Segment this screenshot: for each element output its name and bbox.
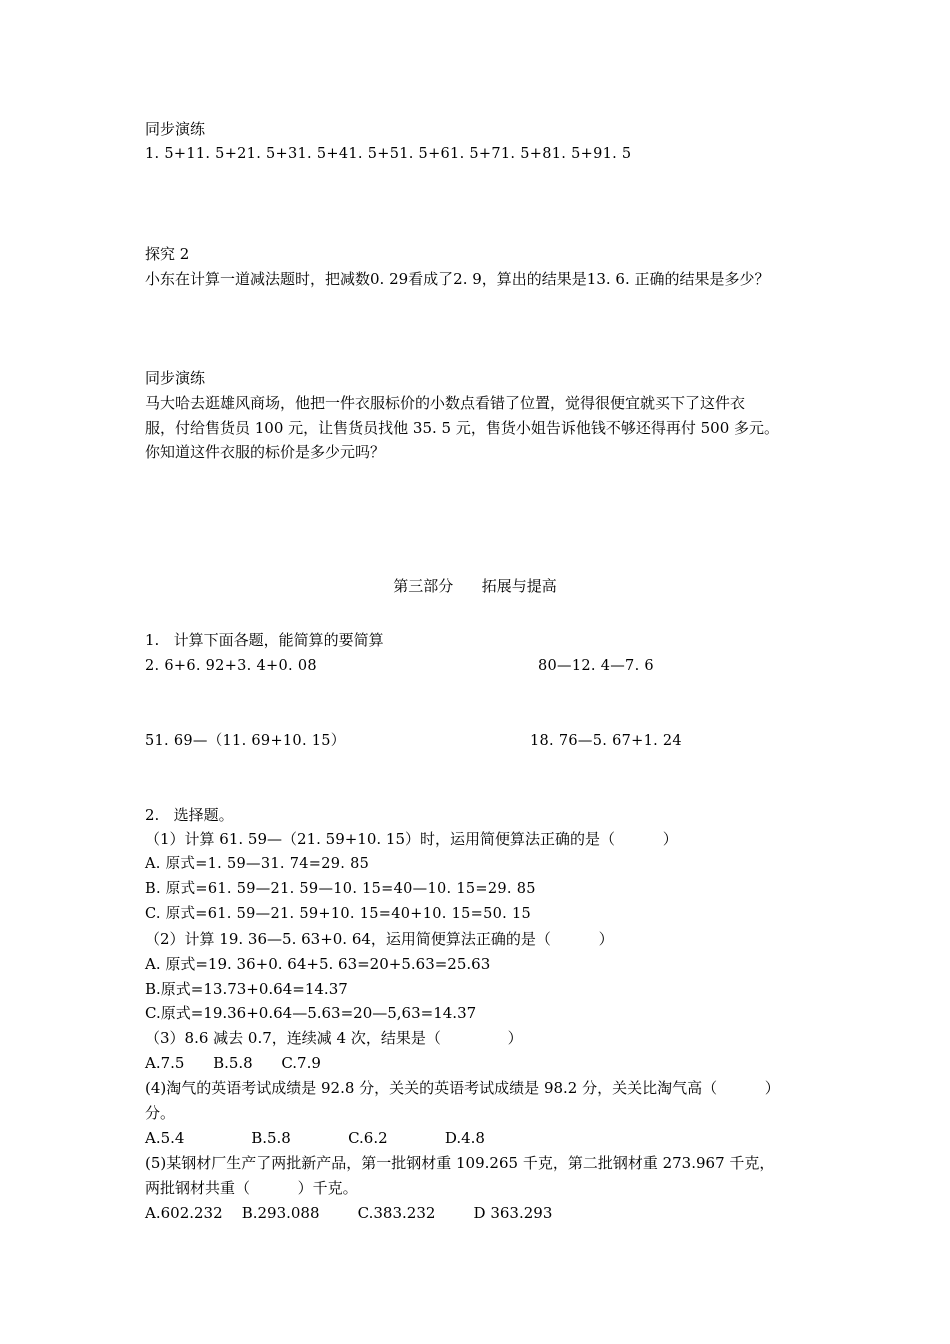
practice-problem-line: 你知道这件衣服的标价是多少元吗？ [145, 443, 386, 461]
choice-line: A.7.5 B.5.8 C.7.9 [145, 1054, 321, 1072]
question-1-title: 1. 计算下面各题，能简算的要简算 [145, 631, 384, 649]
choice-line: C.原式=19.36+0.64—5.63=20—5,63=14.37 [145, 1004, 477, 1022]
choice-line: A.602.232 B.293.088 C.383.232 D 363.293 [145, 1204, 553, 1222]
choice-line: B. 原式=61. 59—21. 59—10. 15=40—10. 15=29. 85 [145, 881, 536, 897]
practice-heading-1: 同步演练 [145, 120, 206, 138]
choice-line: （2）计算 19. 36—5. 63+0. 64，运用简便算法正确的是（ ） [145, 930, 614, 948]
choice-line: C. 原式=61. 59—21. 59+10. 15=40+10. 15=50. 15 [145, 906, 531, 922]
choice-line: （3）8.6 减去 0.7，连续减 4 次，结果是（ ） [145, 1029, 523, 1047]
choice-line: （1）计算 61. 59—（21. 59+10. 15）时，运用简便算法正确的是（ ） [145, 830, 678, 848]
question-2-title: 2. 选择题。 [145, 806, 234, 824]
choice-line: A.5.4 B.5.8 C.6.2 D.4.8 [145, 1129, 485, 1147]
calc-item: 51. 69—（11. 69+10. 15） [145, 733, 346, 749]
explore-question-2: 小东在计算一道减法题时，把减数0. 29看成了2. 9，算出的结果是13. 6. 正确的结果是多少？ [145, 270, 770, 288]
practice-problem-line: 马大哈去逛雄风商场，他把一件衣服标价的小数点看错了位置，觉得很便宜就买下了这件衣 [145, 394, 746, 412]
choice-line: (5)某钢材厂生产了两批新产品，第一批钢材重 109.265 千克，第二批钢材重 273.967 千克， [145, 1154, 775, 1172]
choice-line: (4)淘气的英语考试成绩是 92.8 分，关关的英语考试成绩是 98.2 分，关关比淘气高（ ） [145, 1079, 780, 1097]
calc-item: 2. 6+6. 92+3. 4+0. 08 [145, 658, 317, 674]
choice-line: A. 原式=19. 36+0. 64+5. 63=20+5.63=25.63 [145, 955, 491, 973]
practice-heading-2: 同步演练 [145, 369, 206, 387]
choice-line: 两批钢材共重（ ）千克。 [145, 1179, 358, 1197]
choice-line: B.原式=13.73+0.64=14.37 [145, 980, 348, 998]
practice-expression-1: 1. 5+11. 5+21. 5+31. 5+41. 5+51. 5+61. 5+71. 5+81. 5+91. 5 [145, 146, 632, 162]
calc-item: 80—12. 4—7. 6 [538, 658, 654, 674]
part-three-title: 第三部分 拓展与提高 [393, 577, 557, 595]
choice-line: A. 原式=1. 59—31. 74=29. 85 [145, 856, 370, 872]
practice-problem-line: 服，付给售货员 100 元，让售货员找他 35. 5 元，售货小姐告诉他钱不够还得再付 500 多元。 [145, 419, 780, 437]
explore-heading-2: 探究 2 [145, 245, 190, 263]
choice-line: 分。 [145, 1104, 176, 1122]
calc-item: 18. 76—5. 67+1. 24 [530, 733, 682, 749]
